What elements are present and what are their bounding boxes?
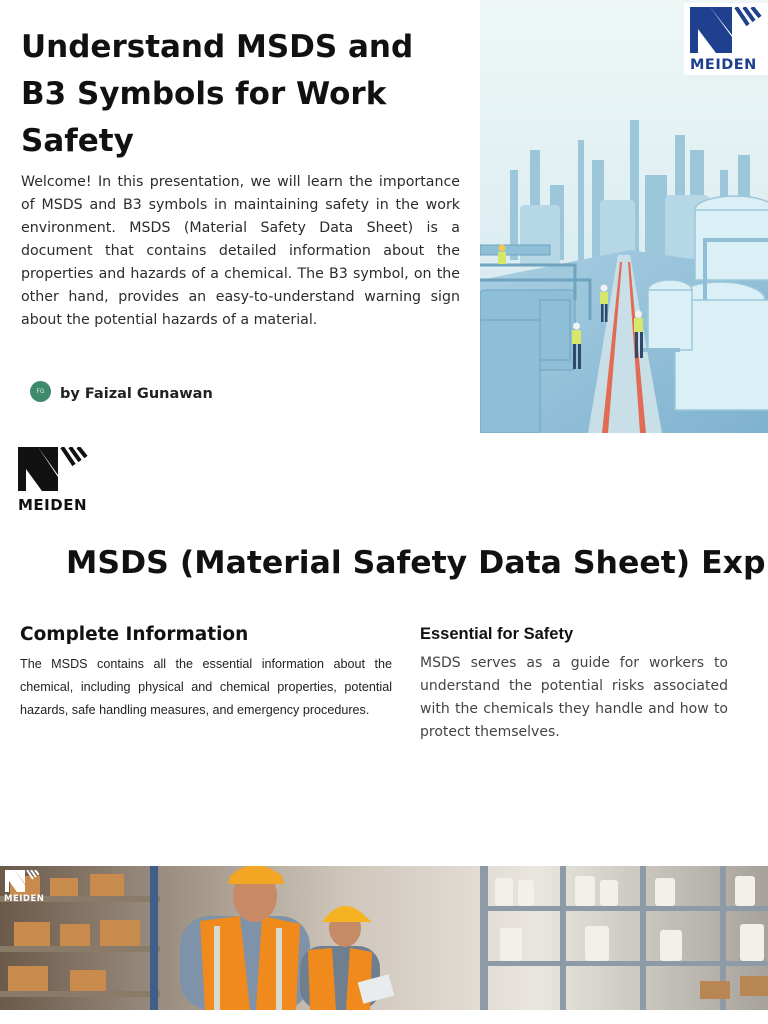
column-body-complete-information: The MSDS contains all the essential information about the chemical, including physical and chemical properties, potential hazards, safe handling measures, and emergency procedures.	[20, 657, 392, 717]
column-body-essential-for-safety: MSDS serves as a guide for workers to understand the potential risks associated with the chemicals they handle and how to protect themselves.	[420, 655, 728, 740]
logo-text: MEIDEN	[18, 496, 88, 514]
meiden-logo-icon	[18, 447, 88, 493]
slide-title	[0, 0, 768, 433]
author-avatar: FG	[30, 381, 51, 402]
meiden-logo	[0, 866, 44, 906]
intro-paragraph: Welcome! In this presentation, we will learn the importance of MSDS and B3 symbols in maintaining safety in the work environment. MSDS (Material Safety Data Sheet) is a document that contains detailed information about the properties and hazards of a chemical. The B3 symbol, on the other hand, provides an easy-to-understand warning sign about the potential hazards of a material.	[21, 174, 460, 328]
meiden-logo-icon	[5, 870, 39, 894]
logo-text: MEIDEN	[690, 57, 757, 73]
author-byline: by Faizal Gunawan	[60, 386, 213, 402]
logo-text: MEIDEN	[4, 894, 45, 904]
warehouse-workers-photo	[0, 866, 768, 1010]
meiden-logo	[684, 3, 768, 75]
page-title: Understand MSDS and B3 Symbols for Work Safety	[21, 29, 414, 159]
column-heading-complete-information: Complete Information	[20, 624, 249, 645]
meiden-logo-icon	[690, 7, 762, 53]
section-title: MSDS (Material Safety Data Sheet) Exp	[66, 545, 766, 581]
meiden-logo	[18, 447, 90, 517]
column-heading-essential-for-safety: Essential for Safety	[420, 625, 574, 643]
